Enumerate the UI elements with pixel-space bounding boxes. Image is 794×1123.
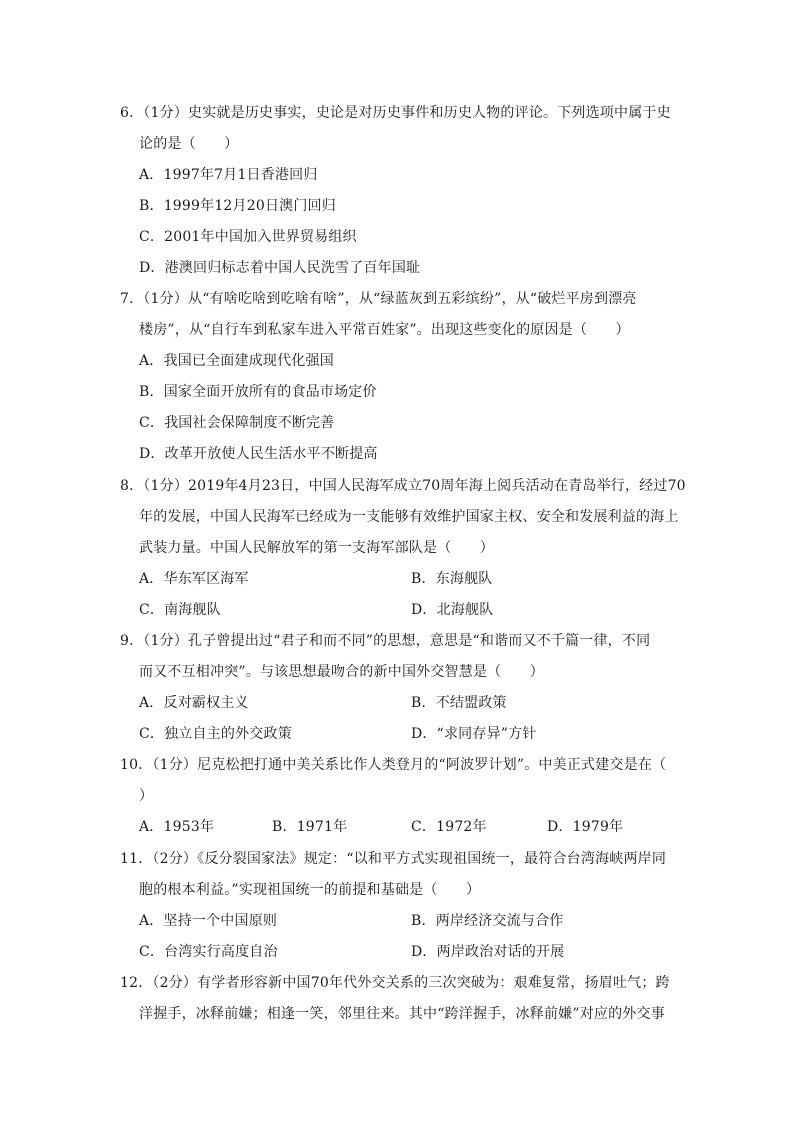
question-7-stem-line1: 7．（1分）从“有啥吃啥到吃啥有啥”，从“绿蓝灰到五彩缤纷”，从“破烂平房到漂亮	[120, 291, 637, 307]
question-10-option-c: C．1972年	[411, 819, 487, 835]
question-11-option-a: A．坚持一个中国原则	[139, 913, 278, 929]
question-11-option-c: C．台湾实行高度自治	[139, 944, 278, 960]
question-8-option-b: B．东海舰队	[411, 571, 493, 587]
question-6-option-c: C．2001年中国加入世界贸易组织	[139, 229, 357, 245]
question-8-option-a: A．华东军区海军	[139, 571, 249, 587]
question-12-stem-line2: 洋握手，冰释前嫌；相逢一笑，邻里往来。其中“跨洋握手，冰释前嫌”对应的外交事	[139, 1006, 665, 1022]
question-9-option-b: B．不结盟政策	[411, 695, 507, 711]
question-9-stem-line2: 而又不互相冲突”。与该思想最吻合的新中国外交智慧是（ ）	[139, 664, 544, 680]
question-6-option-a: A．1997年7月1日香港回归	[139, 167, 318, 183]
question-11-option-d: D．两岸政治对话的开展	[411, 944, 565, 960]
question-9-stem-line1: 9．（1分）孔子曾提出过“君子和而不同”的思想，意思是“和谐而又不千篇一律，不同	[120, 633, 651, 649]
question-11-stem-line2: 胞的根本利益。”实现祖国统一的前提和基础是（ ）	[139, 882, 481, 898]
question-10-option-b: B．1971年	[272, 819, 348, 835]
question-8-stem-line3: 武装力量。中国人民解放军的第一支海军部队是（ ）	[139, 540, 494, 556]
question-11-stem-line1: 11．（2分）《反分裂国家法》规定：“以和平方式实现祖国统一，最符合台湾海峡两岸同	[120, 851, 667, 867]
question-9-option-a: A．反对霸权主义	[139, 695, 249, 711]
question-7-option-d: D．改革开放使人民生活水平不断提高	[139, 446, 378, 462]
question-9-option-d: D．“求同存异”方针	[411, 726, 537, 742]
question-10-stem-line2: ）	[139, 788, 154, 804]
question-8-option-d: D．北海舰队	[411, 602, 494, 618]
question-6-stem-line2: 论的是（ ）	[139, 136, 239, 152]
question-10-stem-line1: 10．（1分）尼克松把打通中美关系比作人类登月的“阿波罗计划”。中美正式建交是在（	[120, 757, 667, 773]
question-8-option-c: C．南海舰队	[139, 602, 221, 618]
question-6-stem-line1: 6．（1分）史实就是历史事实，史论是对历史事件和历史人物的评论。下列选项中属于史	[120, 105, 671, 121]
question-11-option-b: B．两岸经济交流与合作	[411, 913, 564, 929]
question-6-option-b: B．1999年12月20日澳门回归	[139, 198, 336, 214]
question-6-option-d: D．港澳回归标志着中国人民洗雪了百年国耻	[139, 260, 421, 276]
question-7-option-a: A．我国已全面建成现代化强国	[139, 353, 334, 369]
question-8-stem-line2: 年的发展，中国人民海军已经成为一支能够有效维护国家主权、安全和发展利益的海上	[139, 509, 679, 525]
question-10-option-a: A．1953年	[139, 819, 215, 835]
question-9-option-c: C．独立自主的外交政策	[139, 726, 292, 742]
question-8-stem-line1: 8．（1分）2019年4月23日，中国人民海军成立70周年海上阅兵活动在青岛举行，经过70	[120, 478, 686, 494]
question-7-option-c: C．我国社会保障制度不断完善	[139, 415, 335, 431]
question-12-stem-line1: 12．（2分）有学者形容新中国70年代外交关系的三次突破为：艰难复常，扬眉吐气；跨	[120, 975, 670, 991]
question-7-option-b: B．国家全面开放所有的食品市场定价	[139, 384, 377, 400]
question-7-stem-line2: 楼房”，从“自行车到私家车进入平常百姓家”。出现这些变化的原因是（ ）	[139, 322, 630, 338]
question-10-option-d: D．1979年	[547, 819, 624, 835]
